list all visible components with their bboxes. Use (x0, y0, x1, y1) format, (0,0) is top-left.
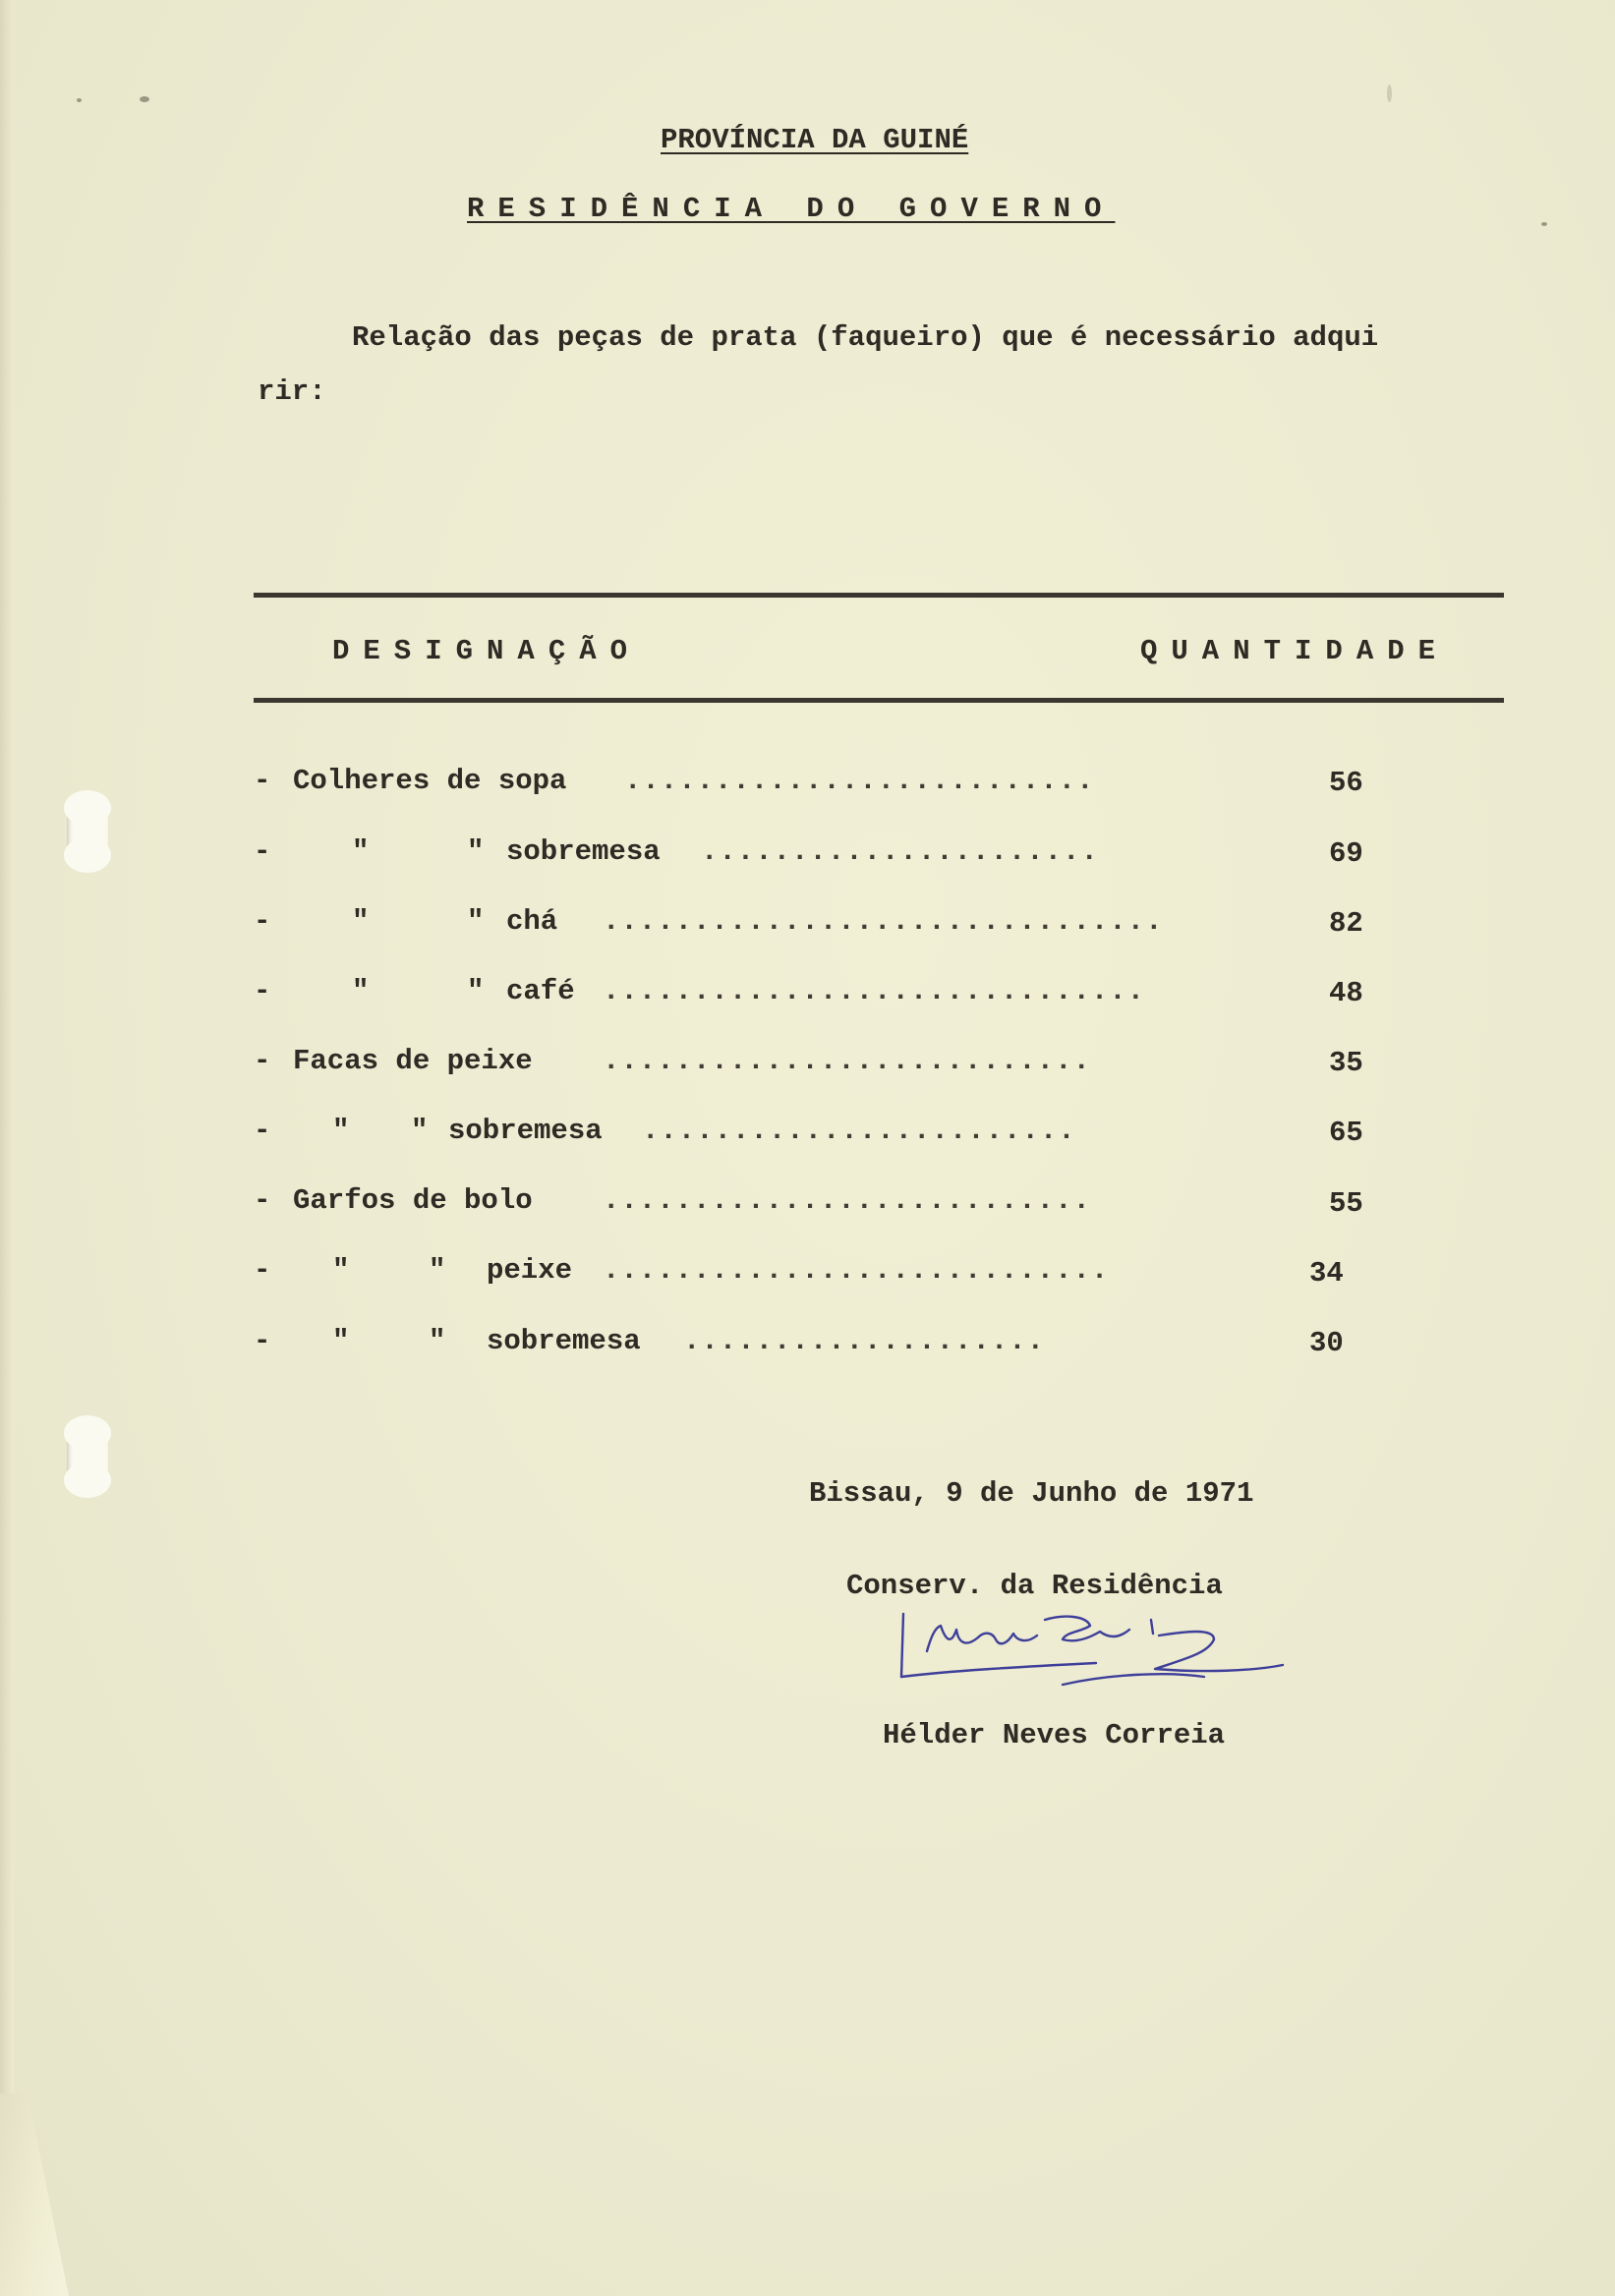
designation-column-header: DESIGNAÇÃO (332, 635, 642, 667)
row-leader-dots: ........................... (603, 1045, 1091, 1077)
paper-speck (1541, 222, 1547, 226)
row-quantity: 35 (1329, 1047, 1363, 1079)
intro-line-1: Relação das peças de prata (faqueiro) que é necessário adqui (352, 321, 1379, 354)
paper-speck (140, 96, 149, 102)
quantity-column-header: QUANTIDADE (1140, 635, 1450, 667)
row-designation: sobremesa (506, 835, 661, 868)
row-dash: - (254, 1254, 271, 1287)
row-quantity: 48 (1329, 977, 1363, 1009)
paper-speck (77, 98, 82, 102)
row-designation: Colheres de sopa (293, 765, 567, 797)
office-heading: RESIDÊNCIA DO GOVERNO (467, 193, 1116, 225)
row-ditto-mark: " (352, 835, 370, 868)
row-leader-dots: ........................... (603, 1184, 1091, 1217)
row-quantity: 82 (1329, 907, 1363, 940)
row-designation: Facas de peixe (293, 1045, 533, 1077)
row-dash: - (254, 765, 271, 797)
row-ditto-mark: " (429, 1254, 446, 1287)
row-designation: Garfos de bolo (293, 1184, 533, 1217)
row-ditto-mark: " (352, 905, 370, 938)
row-quantity: 34 (1309, 1257, 1344, 1290)
signatory-role: Conserv. da Residência (846, 1570, 1223, 1602)
row-designation: café (506, 975, 575, 1007)
row-quantity: 65 (1329, 1117, 1363, 1149)
signatory-name: Hélder Neves Correia (883, 1719, 1226, 1751)
row-ditto-mark: " (332, 1254, 350, 1287)
row-quantity: 56 (1329, 767, 1363, 799)
row-ditto-mark: " (429, 1325, 446, 1357)
handwritten-signature (890, 1608, 1302, 1716)
row-leader-dots: .............................. (603, 975, 1146, 1007)
row-leader-dots: ............................ (603, 1254, 1110, 1287)
row-dash: - (254, 835, 271, 868)
paper-speck (1387, 85, 1392, 102)
row-ditto-mark: " (352, 975, 370, 1007)
row-designation: sobremesa (487, 1325, 641, 1357)
row-dash: - (254, 1045, 271, 1077)
row-quantity: 55 (1329, 1187, 1363, 1220)
row-quantity: 69 (1329, 837, 1363, 870)
row-designation: chá (506, 905, 558, 938)
province-heading: PROVÍNCIA DA GUINÉ (661, 124, 969, 156)
row-leader-dots: ...................... (701, 835, 1099, 868)
row-ditto-mark: " (467, 975, 485, 1007)
row-leader-dots: ........................ (642, 1115, 1076, 1147)
row-ditto-mark: " (411, 1115, 429, 1147)
row-designation: sobremesa (448, 1115, 603, 1147)
row-designation: peixe (487, 1254, 573, 1287)
punch-hole-lower (67, 1417, 108, 1496)
paper-shadow-edge (0, 0, 14, 2296)
svg-text:Neves Correia: Neves Correia (890, 1608, 897, 1609)
table-header-rule (254, 698, 1504, 703)
row-dash: - (254, 1325, 271, 1357)
intro-line-2: rir: (258, 375, 326, 408)
row-dash: - (254, 905, 271, 938)
row-ditto-mark: " (332, 1115, 350, 1147)
row-leader-dots: .................... (683, 1325, 1046, 1357)
row-ditto-mark: " (467, 835, 485, 868)
row-quantity: 30 (1309, 1327, 1344, 1359)
row-dash: - (254, 1115, 271, 1147)
table-top-rule (254, 593, 1504, 598)
row-ditto-mark: " (332, 1325, 350, 1357)
row-leader-dots: .......................... (624, 765, 1095, 797)
row-dash: - (254, 975, 271, 1007)
punch-hole-upper (67, 792, 108, 871)
row-ditto-mark: " (467, 905, 485, 938)
row-leader-dots: ............................... (603, 905, 1164, 938)
row-dash: - (254, 1184, 271, 1217)
place-and-date: Bissau, 9 de Junho de 1971 (809, 1477, 1254, 1510)
